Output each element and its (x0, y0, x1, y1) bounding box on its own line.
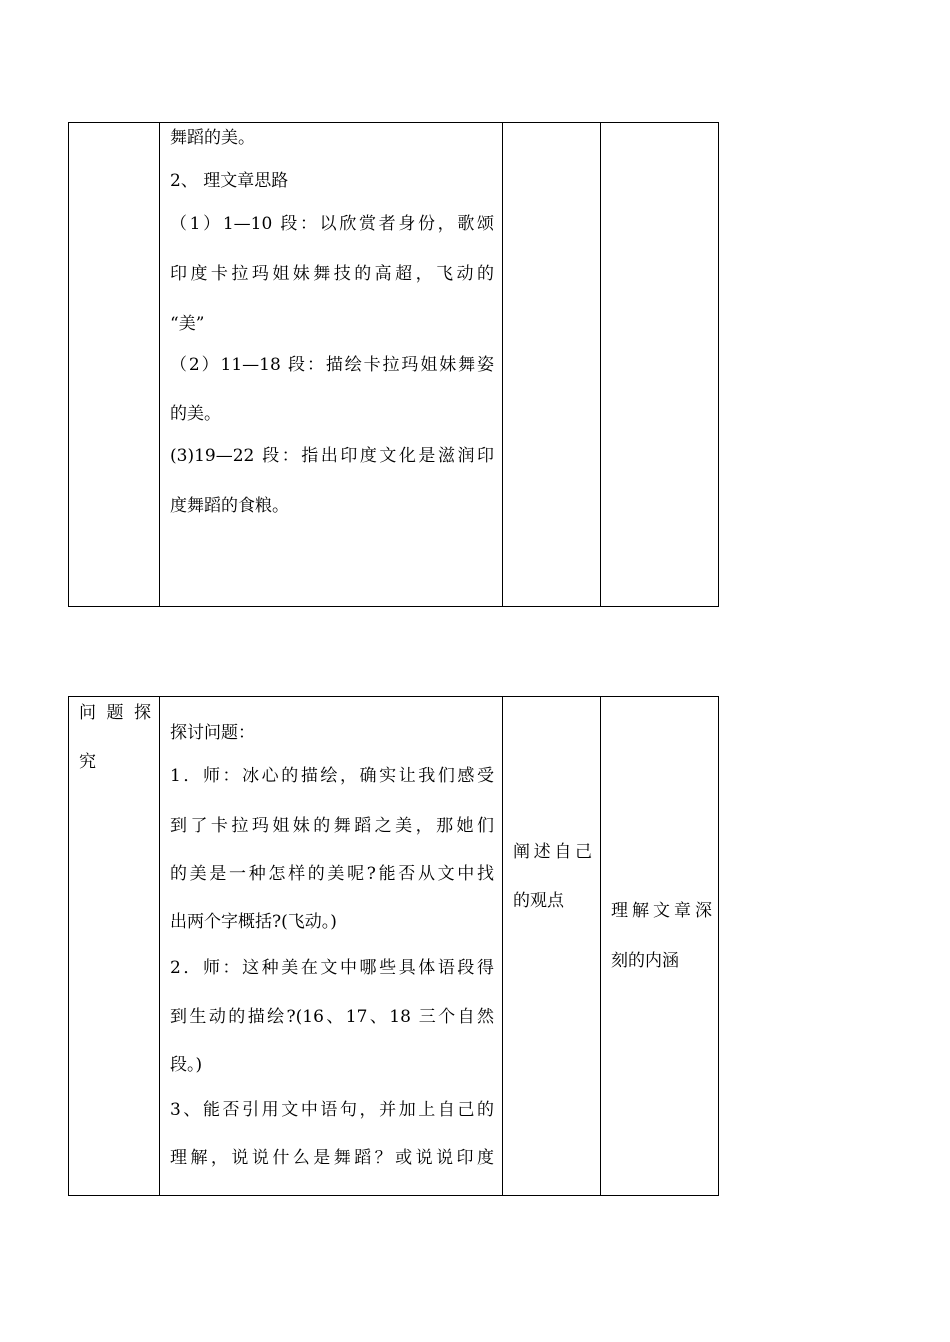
content-line: 1．师：冰心的描绘，确实让我们感受 (170, 766, 494, 786)
content-line: (3)19—22 段：指出印度文化是滋润印 (170, 446, 494, 466)
section-title-line: 问 题 探 (79, 703, 151, 723)
section-cell (69, 697, 159, 1195)
content-line: 的美。 (170, 404, 221, 424)
content-line: 理解，说说什么是舞蹈？或说说印度 (170, 1148, 494, 1168)
content-line: （1）1—10 段：以欣赏者身份，歌颂 (170, 214, 494, 234)
student-activity-cell (502, 697, 600, 1195)
content-line: 度舞蹈的食粮。 (170, 496, 289, 516)
content-line: 到生动的描绘?(16、17、18 三个自然 (170, 1007, 494, 1027)
content-line: 2、 理文章思路 (170, 171, 289, 191)
section-cell (69, 123, 159, 606)
lesson-table-continued (68, 122, 719, 607)
content-line: （2）11—18 段：描绘卡拉玛姐妹舞姿 (170, 355, 494, 375)
activity-line: 的观点 (513, 891, 564, 911)
content-line: 到了卡拉玛姐妹的舞蹈之美，那她们 (170, 816, 494, 836)
content-line: 印度卡拉玛姐妹舞技的高超，飞动的 (170, 264, 494, 284)
content-line: 探讨问题： (170, 723, 255, 743)
content-line: 3、能否引用文中语句，并加上自己的 (170, 1100, 494, 1120)
content-line: “美” (170, 314, 205, 334)
lesson-table-inquiry (68, 696, 719, 1196)
content-line: 的美是一种怎样的美呢?能否从文中找 (170, 864, 494, 884)
intent-line: 理解文章深 (611, 901, 712, 921)
content-line: 出两个字概括?(飞动。) (170, 912, 337, 932)
intent-line: 刻的内涵 (611, 951, 679, 971)
student-activity-cell (502, 123, 600, 606)
content-line: 舞蹈的美。 (170, 128, 255, 148)
section-title-line: 究 (79, 752, 96, 772)
activity-line: 阐述自己 (513, 842, 592, 862)
content-line: 2．师：这种美在文中哪些具体语段得 (170, 958, 494, 978)
content-line: 段。) (170, 1055, 203, 1075)
design-intent-cell (600, 697, 720, 1195)
content-cell (159, 123, 502, 606)
design-intent-cell (600, 123, 720, 606)
content-cell (159, 697, 502, 1195)
